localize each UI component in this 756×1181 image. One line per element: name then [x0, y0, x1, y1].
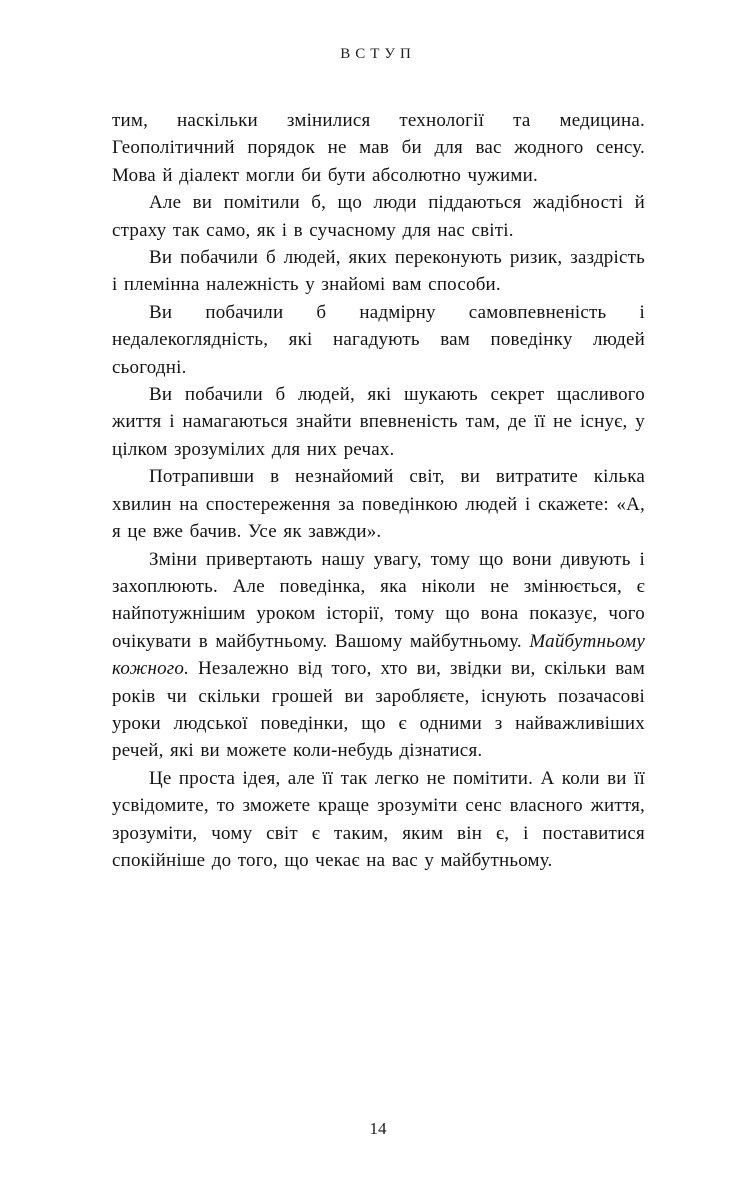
paragraph-with-emphasis	[112, 546, 645, 765]
paragraph-text-before-emphasis: Зміни привертають нашу увагу, тому що вони дивують і захоплюють. Але поведінка, яка ніколи не змінюється, є найпотужнішим уроком історії, тому що вона показує, чого очікувати в майбутньому. Вашому майбутньому.	[112, 548, 645, 652]
paragraph: Ви побачили б людей, які шукають секрет щасливого життя і намагаються знайти впевненість там, де її не існує, у цілком зрозумілих для них речах.	[112, 384, 645, 460]
chapter-running-header: ВСТУП	[340, 46, 416, 62]
paragraph-text-after-emphasis: Незалежно від того, хто ви, звідки ви, скільки вам років чи скільки грошей ви заробляєте, існують позачасові уроки людської поведінки, що є одними з найважливіших речей, які ви можете коли-небудь дізнатися.	[112, 658, 645, 762]
italic-phrase: Майбутньому кожного.	[112, 630, 645, 680]
paragraph: Потрапивши в незнайомий світ, ви витратите кілька хвилин на спостереження за поведінкою людей і скажете: «А, я це вже бачив. Усе як завжди».	[112, 466, 645, 543]
paragraph: Це проста ідея, але її так легко не помітити. А коли ви її усвідомите, то зможете краще зрозуміти сенс власного життя, зрозуміти, чому світ є таким, яким він є, і поставитися спокійніше до того, що чекає на вас у майбутньому.	[112, 767, 645, 871]
paragraph: Ви побачили б людей, яких переконують ризик, заздрість і племінна належність у знайомі вам способи.	[112, 247, 645, 296]
paragraph: Але ви помітили б, що люди піддаються жадібності й страху так само, як і в сучасному для нас світі.	[112, 192, 645, 241]
page-number: 14	[369, 1119, 387, 1138]
paragraph: Ви побачили б надмірну самовпевненість і недалекоглядність, які нагадують вам поведінку людей сьогодні.	[112, 301, 645, 378]
page-body	[112, 107, 645, 874]
paragraph-continuation: тим, наскільки змінилися технології та медицина. Геополітичний порядок не мав би для вас жодного сенсу. Мова й діалект могли би бути абсолютно чужими.	[112, 110, 645, 186]
